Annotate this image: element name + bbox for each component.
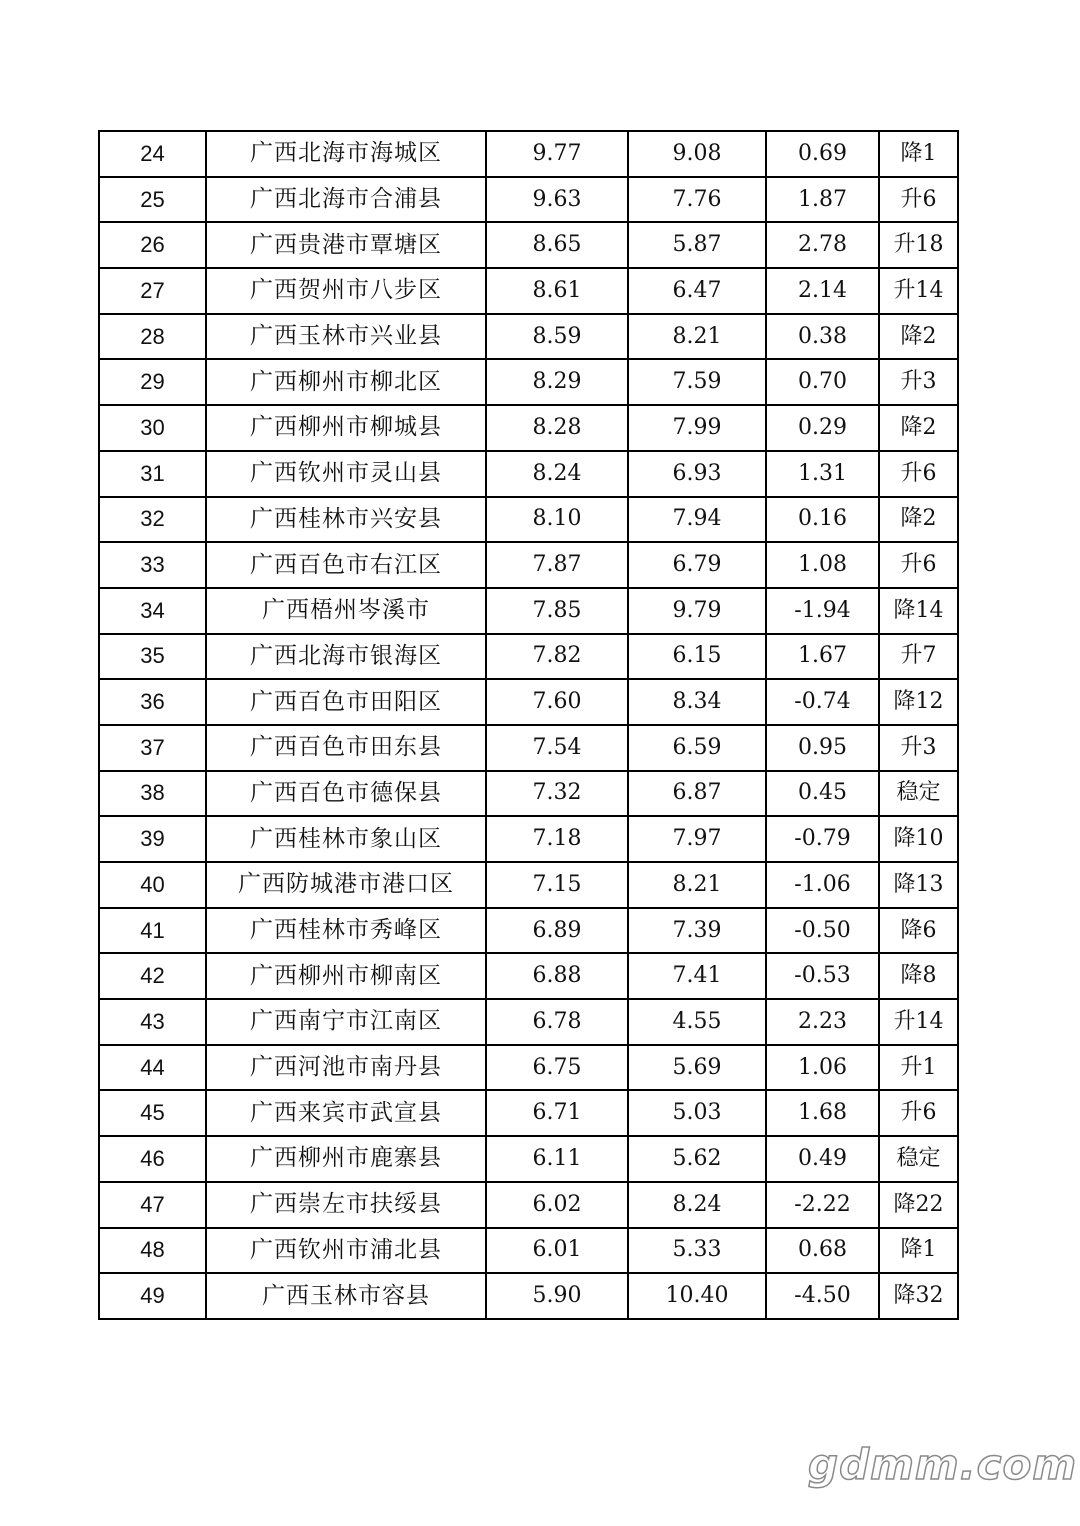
value-1-cell: 7.32	[486, 771, 628, 817]
rank-cell: 39	[99, 816, 206, 862]
difference-cell: -0.53	[766, 953, 879, 999]
difference-cell: 2.23	[766, 999, 879, 1045]
value-2-cell: 8.21	[628, 314, 766, 360]
rank-change-cell: 降1	[879, 1228, 958, 1274]
rank-cell: 27	[99, 268, 206, 314]
value-1-cell: 6.71	[486, 1090, 628, 1136]
rank-change-cell: 降8	[879, 953, 958, 999]
value-1-cell: 6.75	[486, 1045, 628, 1091]
county-name-cell: 广西梧州岑溪市	[206, 588, 486, 634]
difference-cell: 1.67	[766, 634, 879, 680]
county-name-cell: 广西北海市合浦县	[206, 177, 486, 223]
value-2-cell: 6.47	[628, 268, 766, 314]
rank-cell: 24	[99, 131, 206, 177]
county-name-cell: 广西崇左市扶绥县	[206, 1182, 486, 1228]
table-row	[99, 131, 958, 177]
rank-change-cell: 升6	[879, 542, 958, 588]
table-row	[99, 451, 958, 497]
difference-cell: 0.95	[766, 725, 879, 771]
rank-change-cell: 降2	[879, 314, 958, 360]
value-1-cell: 6.11	[486, 1136, 628, 1182]
difference-cell: 0.29	[766, 405, 879, 451]
rank-change-cell: 稳定	[879, 1136, 958, 1182]
value-2-cell: 6.79	[628, 542, 766, 588]
difference-cell: -0.79	[766, 816, 879, 862]
value-2-cell: 5.62	[628, 1136, 766, 1182]
value-1-cell: 8.24	[486, 451, 628, 497]
value-1-cell: 6.01	[486, 1228, 628, 1274]
difference-cell: 0.45	[766, 771, 879, 817]
county-name-cell: 广西钦州市灵山县	[206, 451, 486, 497]
value-1-cell: 7.82	[486, 634, 628, 680]
table-body	[99, 131, 958, 1319]
rank-change-cell: 降2	[879, 497, 958, 543]
difference-cell: 0.68	[766, 1228, 879, 1274]
difference-cell: 1.87	[766, 177, 879, 223]
rank-change-cell: 降13	[879, 862, 958, 908]
value-1-cell: 7.54	[486, 725, 628, 771]
county-name-cell: 广西玉林市容县	[206, 1273, 486, 1319]
county-name-cell: 广西防城港市港口区	[206, 862, 486, 908]
rank-cell: 30	[99, 405, 206, 451]
rank-cell: 49	[99, 1273, 206, 1319]
value-1-cell: 7.18	[486, 816, 628, 862]
value-2-cell: 9.08	[628, 131, 766, 177]
difference-cell: 0.38	[766, 314, 879, 360]
value-1-cell: 7.15	[486, 862, 628, 908]
rank-cell: 40	[99, 862, 206, 908]
difference-cell: 1.68	[766, 1090, 879, 1136]
value-1-cell: 8.59	[486, 314, 628, 360]
table-row	[99, 771, 958, 817]
county-name-cell: 广西河池市南丹县	[206, 1045, 486, 1091]
county-name-cell: 广西柳州市柳南区	[206, 953, 486, 999]
difference-cell: 1.06	[766, 1045, 879, 1091]
rank-change-cell: 降12	[879, 679, 958, 725]
rank-change-cell: 升14	[879, 999, 958, 1045]
rank-cell: 38	[99, 771, 206, 817]
county-name-cell: 广西百色市田东县	[206, 725, 486, 771]
rank-cell: 46	[99, 1136, 206, 1182]
value-1-cell: 9.77	[486, 131, 628, 177]
county-name-cell: 广西柳州市柳北区	[206, 359, 486, 405]
county-name-cell: 广西桂林市象山区	[206, 816, 486, 862]
table-row	[99, 1136, 958, 1182]
value-1-cell: 8.28	[486, 405, 628, 451]
value-1-cell: 8.10	[486, 497, 628, 543]
table-row	[99, 542, 958, 588]
table-row	[99, 679, 958, 725]
value-2-cell: 7.97	[628, 816, 766, 862]
county-name-cell: 广西百色市德保县	[206, 771, 486, 817]
value-1-cell: 6.02	[486, 1182, 628, 1228]
table-row	[99, 222, 958, 268]
table-row	[99, 314, 958, 360]
difference-cell: -2.22	[766, 1182, 879, 1228]
value-1-cell: 6.89	[486, 908, 628, 954]
table-row	[99, 359, 958, 405]
rank-change-cell: 降22	[879, 1182, 958, 1228]
value-2-cell: 7.76	[628, 177, 766, 223]
table-row	[99, 1090, 958, 1136]
difference-cell: -0.50	[766, 908, 879, 954]
county-name-cell: 广西北海市银海区	[206, 634, 486, 680]
county-name-cell: 广西桂林市秀峰区	[206, 908, 486, 954]
value-1-cell: 7.60	[486, 679, 628, 725]
value-2-cell: 6.93	[628, 451, 766, 497]
value-2-cell: 7.99	[628, 405, 766, 451]
table-row	[99, 177, 958, 223]
value-2-cell: 6.15	[628, 634, 766, 680]
value-2-cell: 9.79	[628, 588, 766, 634]
difference-cell: -1.94	[766, 588, 879, 634]
table-row	[99, 999, 958, 1045]
county-name-cell: 广西钦州市浦北县	[206, 1228, 486, 1274]
rank-cell: 36	[99, 679, 206, 725]
rank-change-cell: 升6	[879, 451, 958, 497]
table-row	[99, 908, 958, 954]
value-2-cell: 7.39	[628, 908, 766, 954]
rank-change-cell: 降6	[879, 908, 958, 954]
rank-cell: 42	[99, 953, 206, 999]
value-2-cell: 6.59	[628, 725, 766, 771]
rank-change-cell: 稳定	[879, 771, 958, 817]
rank-change-cell: 升6	[879, 1090, 958, 1136]
rank-change-cell: 升14	[879, 268, 958, 314]
rank-cell: 25	[99, 177, 206, 223]
rank-change-cell: 降32	[879, 1273, 958, 1319]
value-1-cell: 6.78	[486, 999, 628, 1045]
difference-cell: 2.78	[766, 222, 879, 268]
county-name-cell: 广西柳州市鹿寨县	[206, 1136, 486, 1182]
rank-cell: 47	[99, 1182, 206, 1228]
value-1-cell: 7.87	[486, 542, 628, 588]
rank-cell: 43	[99, 999, 206, 1045]
table-row	[99, 268, 958, 314]
rank-cell: 29	[99, 359, 206, 405]
value-2-cell: 5.03	[628, 1090, 766, 1136]
rank-cell: 44	[99, 1045, 206, 1091]
value-2-cell: 8.21	[628, 862, 766, 908]
rank-cell: 28	[99, 314, 206, 360]
difference-cell: 1.31	[766, 451, 879, 497]
rank-cell: 45	[99, 1090, 206, 1136]
county-name-cell: 广西贺州市八步区	[206, 268, 486, 314]
county-name-cell: 广西百色市右江区	[206, 542, 486, 588]
county-name-cell: 广西百色市田阳区	[206, 679, 486, 725]
table-row	[99, 953, 958, 999]
rank-change-cell: 降10	[879, 816, 958, 862]
table-row	[99, 588, 958, 634]
rank-change-cell: 升3	[879, 725, 958, 771]
difference-cell: -4.50	[766, 1273, 879, 1319]
rank-change-cell: 降2	[879, 405, 958, 451]
difference-cell: 0.70	[766, 359, 879, 405]
rank-cell: 41	[99, 908, 206, 954]
value-2-cell: 8.34	[628, 679, 766, 725]
difference-cell: 0.49	[766, 1136, 879, 1182]
value-2-cell: 7.59	[628, 359, 766, 405]
difference-cell: -0.74	[766, 679, 879, 725]
rank-cell: 26	[99, 222, 206, 268]
value-1-cell: 8.29	[486, 359, 628, 405]
rank-change-cell: 升7	[879, 634, 958, 680]
value-2-cell: 7.41	[628, 953, 766, 999]
table-row	[99, 634, 958, 680]
difference-cell: 1.08	[766, 542, 879, 588]
rank-change-cell: 升3	[879, 359, 958, 405]
rank-cell: 34	[99, 588, 206, 634]
ranking-table	[98, 130, 959, 1320]
value-1-cell: 7.85	[486, 588, 628, 634]
value-2-cell: 5.33	[628, 1228, 766, 1274]
watermark-logo: gdmm.com	[808, 1440, 1078, 1489]
rank-change-cell: 降1	[879, 131, 958, 177]
table-row	[99, 1228, 958, 1274]
county-name-cell: 广西南宁市江南区	[206, 999, 486, 1045]
table-row	[99, 725, 958, 771]
value-2-cell: 4.55	[628, 999, 766, 1045]
rank-cell: 35	[99, 634, 206, 680]
value-2-cell: 6.87	[628, 771, 766, 817]
difference-cell: -1.06	[766, 862, 879, 908]
table-row	[99, 405, 958, 451]
rank-change-cell: 降14	[879, 588, 958, 634]
value-2-cell: 5.87	[628, 222, 766, 268]
rank-cell: 37	[99, 725, 206, 771]
value-1-cell: 5.90	[486, 1273, 628, 1319]
county-name-cell: 广西桂林市兴安县	[206, 497, 486, 543]
value-2-cell: 8.24	[628, 1182, 766, 1228]
difference-cell: 0.16	[766, 497, 879, 543]
value-2-cell: 5.69	[628, 1045, 766, 1091]
rank-change-cell: 升18	[879, 222, 958, 268]
rank-cell: 48	[99, 1228, 206, 1274]
value-1-cell: 8.65	[486, 222, 628, 268]
county-name-cell: 广西北海市海城区	[206, 131, 486, 177]
rank-change-cell: 升1	[879, 1045, 958, 1091]
table-row	[99, 1273, 958, 1319]
table-row	[99, 1045, 958, 1091]
value-2-cell: 7.94	[628, 497, 766, 543]
difference-cell: 2.14	[766, 268, 879, 314]
county-name-cell: 广西柳州市柳城县	[206, 405, 486, 451]
value-1-cell: 9.63	[486, 177, 628, 223]
table-row	[99, 816, 958, 862]
table-row	[99, 1182, 958, 1228]
value-2-cell: 10.40	[628, 1273, 766, 1319]
rank-cell: 31	[99, 451, 206, 497]
difference-cell: 0.69	[766, 131, 879, 177]
county-name-cell: 广西贵港市覃塘区	[206, 222, 486, 268]
value-1-cell: 8.61	[486, 268, 628, 314]
rank-change-cell: 升6	[879, 177, 958, 223]
table-row	[99, 862, 958, 908]
table-row	[99, 497, 958, 543]
rank-cell: 33	[99, 542, 206, 588]
county-name-cell: 广西来宾市武宣县	[206, 1090, 486, 1136]
value-1-cell: 6.88	[486, 953, 628, 999]
county-name-cell: 广西玉林市兴业县	[206, 314, 486, 360]
rank-cell: 32	[99, 497, 206, 543]
